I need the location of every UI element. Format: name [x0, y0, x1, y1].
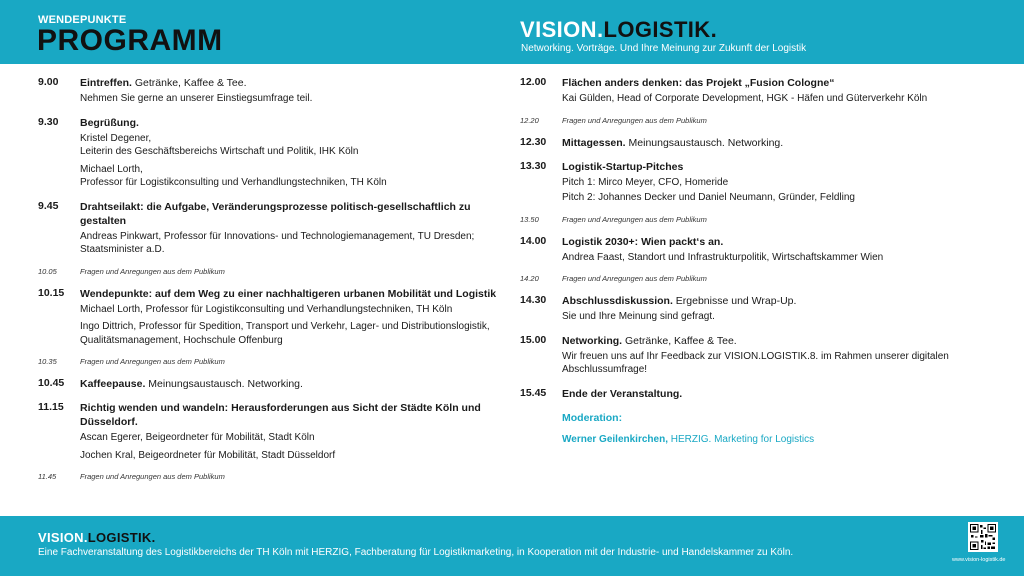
moderation-label: Moderation:	[562, 411, 623, 424]
moderation-block	[562, 411, 990, 446]
footer-description: Eine Fachveranstaltung des Logistikbereichs der TH Köln mit HERZIG, Fachberatung für Logistikmarketing, in Kooperation mit der Industrie- und Handelskammer zu Köln.	[38, 547, 794, 558]
entry-heading: Flächen anders denken: das Projekt „Fusion Cologne“	[562, 77, 835, 89]
entry-detail: Michael Lorth, Professor für Logistikconsulting und Verhandlungstechniken, TH Köln	[80, 303, 453, 315]
program-entry	[520, 76, 990, 106]
entry-detail: Pitch 2: Johannes Decker und Daniel Neumann, Gründer, Feldling	[562, 192, 855, 203]
footer-brand: VISION.LOGISTIK.	[38, 530, 156, 545]
header-kicker: WENDEPUNKTE	[38, 14, 127, 26]
page-title: PROGRAMM	[37, 24, 223, 57]
program-entry	[520, 235, 990, 265]
entry-detail: Andrea Faast, Standort und Infrastrukturpolitik, Wirtschaftskammer Wien	[562, 251, 884, 263]
entry-time: 13.30	[520, 159, 547, 172]
qa-note: 10.05 Fragen und Anregungen aus dem Publikum	[38, 266, 225, 276]
entry-detail: Michael Lorth,	[80, 163, 143, 175]
entry-detail: Sie und Ihre Meinung sind gefragt.	[562, 311, 715, 322]
entry-time: 14.30	[520, 294, 547, 306]
brand-tagline: Networking. Vorträge. Und Ihre Meinung zur Zukunft der Logistik	[521, 43, 807, 54]
entry-detail: Pitch 1: Mirco Meyer, CFO, Homeride	[562, 176, 729, 188]
program-entry	[520, 294, 990, 324]
program-column-left	[38, 76, 508, 492]
entry-heading: Mittagessen. Meinungsaustausch. Networking.	[562, 136, 784, 149]
entry-time: 9.00	[38, 76, 59, 88]
entry-detail: Jochen Kral, Beigeordneter für Mobilität, Stadt Düsseldorf	[80, 449, 336, 461]
entry-detail: Kristel Degener,	[80, 132, 152, 144]
entry-heading: Ende der Veranstaltung.	[562, 387, 683, 400]
entry-time: 12.30	[520, 135, 547, 148]
entry-heading: Networking. Getränke, Kaffee & Tee.	[562, 334, 737, 347]
entry-time: 15.00	[520, 333, 547, 346]
moderator: Werner Geilenkirchen, HERZIG. Marketing for Logistics	[562, 433, 815, 445]
entry-time: 9.30	[38, 115, 59, 128]
entry-detail: Leiterin des Geschäftsbereichs Wirtschaft und Politik, IHK Köln	[80, 146, 359, 157]
qa-note: 13.50 Fragen und Anregungen aus dem Publikum	[520, 214, 707, 224]
program-entry	[520, 136, 990, 150]
footer-banner	[0, 516, 1024, 576]
entry-heading: Begrüßung.	[80, 116, 139, 129]
entry-time: 10.15	[38, 286, 65, 299]
program-entry	[38, 116, 508, 190]
program-column-right	[520, 76, 990, 446]
entry-heading: Logistik-Startup-Pitches	[562, 160, 684, 173]
entry-time: 11.15	[38, 401, 64, 413]
qr-code-icon	[968, 522, 998, 552]
entry-heading: Richtig wenden und wandeln: Herausforderungen aus Sicht der Städte Köln und Düsseldorf.	[80, 402, 481, 428]
program-entry	[38, 200, 508, 257]
entry-time: 12.00	[520, 76, 547, 88]
entry-time: 9.45	[38, 199, 59, 212]
entry-heading: Logistik 2030+: Wien packt‘s an.	[562, 235, 724, 248]
qa-note: 14.20 Fragen und Anregungen aus dem Publikum	[520, 274, 707, 283]
program-entry	[38, 287, 508, 348]
entry-heading: Abschlussdiskussion. Ergebnisse und Wrap-Up.	[562, 295, 797, 307]
entry-detail: Andreas Pinkwart, Professor für Innovations- und Technologiemanagement, TU Dresden; Staatsminister a.D.	[80, 230, 475, 255]
entry-time: 10.45	[38, 377, 65, 389]
entry-heading: Kaffeepause. Meinungsaustausch. Networking.	[80, 378, 303, 390]
entry-detail: Ingo Dittrich, Professor für Spedition, Transport und Verkehr, Lager- und Distributionslogistik, Qualitätsmanagement, Hochschule Offenburg	[80, 321, 490, 346]
program-entry	[38, 401, 508, 462]
entry-detail: Wir freuen uns auf Ihr Feedback zur VISION.LOGISTIK.8. im Rahmen unserer digitalen Abschlussumfrage!	[562, 350, 949, 375]
entry-time: 15.45	[520, 386, 547, 399]
entry-detail: Nehmen Sie gerne an unserer Einstiegsumfrage teil.	[80, 93, 313, 104]
website-url[interactable]: www.vision-logistik.de	[952, 557, 1006, 563]
entry-heading: Wendepunkte: auf dem Weg zu einer nachhaltigeren urbanen Mobilität und Logistik	[80, 287, 497, 300]
entry-detail: Ascan Egerer, Beigeordneter für Mobilität, Stadt Köln	[80, 432, 315, 443]
brand-part-2: LOGISTIK.	[603, 17, 718, 42]
qa-note: 10.35 Fragen und Anregungen aus dem Publikum	[38, 357, 225, 366]
program-entry	[520, 387, 990, 401]
entry-detail: Professor für Logistikconsulting und Verhandlungstechniken, TH Köln	[80, 177, 387, 188]
program-entry	[520, 334, 990, 377]
qa-note: 12.20 Fragen und Anregungen aus dem Publikum	[520, 115, 707, 125]
qa-note: 11.45 Fragen und Anregungen aus dem Publikum	[38, 472, 225, 481]
entry-time: 14.00	[520, 234, 547, 247]
header-banner	[0, 0, 1024, 64]
program-entry	[38, 377, 508, 391]
brand-part-1: VISION.	[520, 17, 604, 42]
entry-heading: Drahtseilakt: die Aufgabe, Veränderungsprozesse politisch-gesellschaftlich zu gestalten	[80, 200, 471, 227]
entry-detail: Kai Gülden, Head of Corporate Development, HGK - Häfen und Güterverkehr Köln	[562, 93, 928, 104]
entry-heading: Eintreffen. Getränke, Kaffee & Tee.	[80, 77, 247, 89]
program-entry	[520, 160, 990, 205]
brand-logo	[520, 17, 717, 43]
program-entry	[38, 76, 508, 106]
